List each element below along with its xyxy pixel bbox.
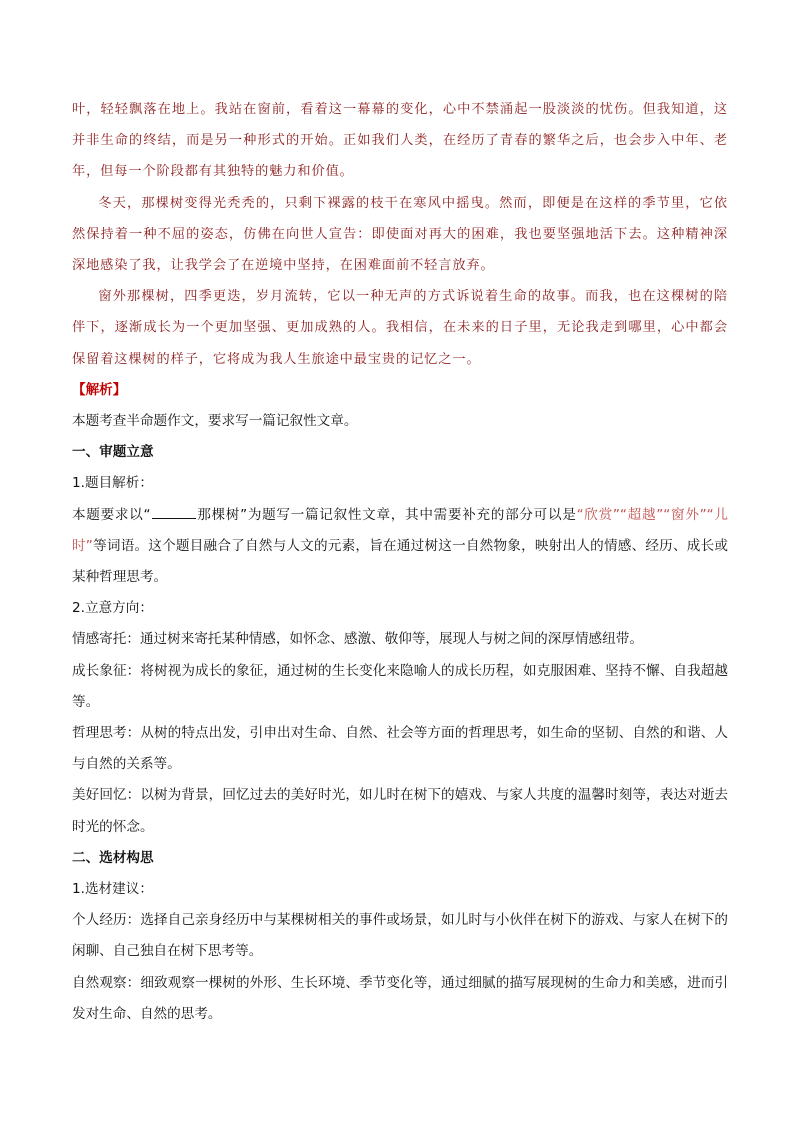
essay-paragraph-3: 窗外那棵树，四季更迭，岁月流转，它以一种无声的方式诉说着生命的故事。而我，也在这棵树的陪伴下，逐渐成长为一个更加坚强、更加成熟的人。我相信，在未来的日子里，无论我走到哪里，心中都会保留着这棵树的样子，它将成为我人生旅途中最宝贵的记忆之一。 <box>72 289 728 367</box>
document-page <box>72 94 728 1030</box>
direction-philosophy: 哲理思考：从树的特点出发，引申出对生命、自然、社会等方面的哲理思考，如生命的坚韧、自然的和谐、人与自然的关系等。 <box>72 725 728 773</box>
analysis-section <box>72 375 728 1030</box>
title-blank <box>152 504 196 519</box>
direction-growth: 成长象征：将树视为成长的象征，通过树的生长变化来隐喻人的成长历程，如克服困难、坚持不懈、自我超越等。 <box>72 662 728 710</box>
analysis-tag: 【解析】 <box>72 381 127 398</box>
subheading-3: 1.选材建议： <box>72 881 153 898</box>
analysis-intro: 本题考查半命题作文，要求写一篇记叙性文章。 <box>72 413 358 430</box>
topic-analysis-c: 等词语。这个题目融合了自然与人文的元素，旨在通过树这一自然物象，映射出人的情感、经历、成长或某种哲理思考。 <box>72 537 729 586</box>
essay-paragraph-1: 叶，轻轻飘落在地上。我站在窗前，看着这一幕幕的变化，心中不禁涌起一股淡淡的忧伤。但我知道，这并非生命的终结，而是另一种形式的开始。正如我们人类，在经历了青春的繁华之后，也会步入中年、老年，但每一个阶段都有其独特的魅力和价值。 <box>72 102 728 180</box>
material-nature: 自然观察：细致观察一棵树的外形、生长环境、季节变化等，通过细腻的描写展现树的生命力和美感，进而引发对生命、自然的思考。 <box>72 974 728 1022</box>
topic-analysis-paragraph <box>72 500 728 594</box>
suggested-words: “欣赏”“超越”“窗外”“儿时” <box>72 506 729 554</box>
section-heading-2: 二、选材构思 <box>72 849 154 866</box>
topic-analysis-b: 那棵树”为题写一篇记叙性文章，其中需要补充的部分可以是 <box>196 506 577 523</box>
subheading-2: 2.立意方向： <box>72 600 153 617</box>
topic-analysis-a: 本题要求以“ <box>72 506 151 523</box>
section-heading-1: 一、审题立意 <box>72 444 154 461</box>
essay-text <box>72 94 728 375</box>
essay-paragraph-2: 冬天，那棵树变得光秃秃的，只剩下裸露的枝干在寒风中摇曳。然而，即便是在这样的季节里，它依然保持着一种不屈的姿态，仿佛在向世人宣告：即使面对再大的困难，我也要坚强地活下去。这种精神深深地感染了我，让我学会了在逆境中坚持，在困难面前不轻言放弃。 <box>72 195 728 274</box>
direction-memory: 美好回忆：以树为背景，回忆过去的美好时光，如儿时在树下的嬉戏、与家人共度的温馨时刻等，表达对逝去时光的怀念。 <box>72 787 728 835</box>
material-personal: 个人经历：选择自己亲身经历中与某棵树相关的事件或场景，如儿时与小伙伴在树下的游戏、与家人在树下的闲聊、自己独自在树下思考等。 <box>72 912 728 960</box>
direction-emotion: 情感寄托：通过树来寄托某种情感，如怀念、感激、敬仰等，展现人与树之间的深厚情感纽带。 <box>72 631 643 648</box>
subheading-1: 1.题目解析： <box>72 475 153 492</box>
